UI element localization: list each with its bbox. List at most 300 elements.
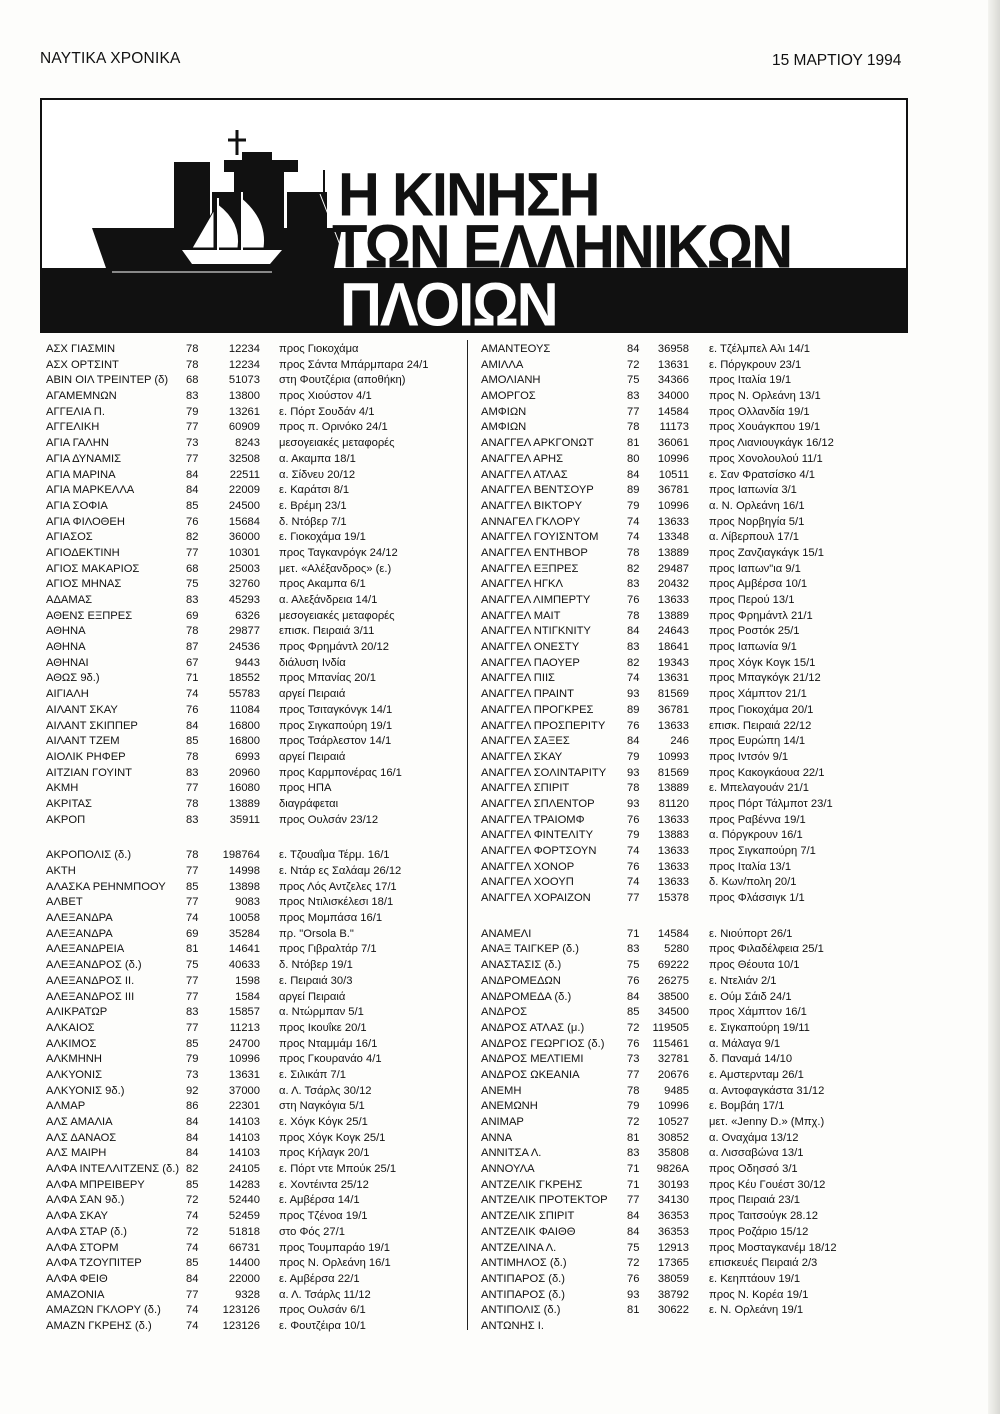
ship-status: προς Ταγκανρόγκ 24/12 <box>279 546 398 559</box>
ship-name: ΑΓΑΜΕΜΝΩΝ <box>46 390 117 403</box>
ship-name: ΑΝΔΡΟΜΕΔΩΝ <box>481 974 561 987</box>
build-year: 84 <box>186 468 199 481</box>
list-item <box>46 1162 466 1178</box>
list-item <box>46 609 466 625</box>
build-year: 78 <box>186 750 199 763</box>
list-item <box>46 483 466 499</box>
build-year: 83 <box>627 390 640 403</box>
ship-status: πρ. "Orsola B." <box>279 927 354 940</box>
build-year: 74 <box>627 515 640 528</box>
ship-name: ΑΚΤΗ <box>46 865 76 877</box>
list-item <box>46 848 466 864</box>
list-item <box>477 828 907 844</box>
tonnage: 40633 <box>228 959 260 972</box>
ship-name: ΑΜΦΙΩΝ <box>481 405 527 418</box>
tonnage: 14584 <box>657 405 689 418</box>
tonnage: 13800 <box>228 390 260 403</box>
title-banner <box>40 98 908 333</box>
build-year: 73 <box>186 1068 199 1081</box>
ship-name: ΑΝΑΓΓΕΛ ΗΓΚΛ <box>481 578 563 591</box>
tonnage: 51073 <box>228 374 260 387</box>
ship-status: προς Αμβέρσα 10/1 <box>709 578 808 591</box>
tonnage: 22009 <box>228 484 260 497</box>
tonnage: 38792 <box>657 1288 689 1301</box>
tonnage: 36000 <box>228 531 260 544</box>
ship-name: ΑΛΦΑ ΦΕΙΘ <box>46 1272 108 1285</box>
list-item <box>46 734 466 750</box>
list-item <box>46 895 466 911</box>
ship-status: προς π. Ορινόκο 24/1 <box>279 421 388 434</box>
list-item <box>477 1084 907 1100</box>
ship-name: ΑΝΙΜΑΡ <box>481 1116 524 1128</box>
ship-status: προς Σάντα Μπάρμπαρα 24/1 <box>279 358 429 371</box>
tonnage: 5280 <box>664 943 689 956</box>
build-year: 84 <box>186 1147 199 1160</box>
list-item <box>46 1209 466 1225</box>
ship-status: επισκ. Πειραιά 22/12 <box>709 719 812 732</box>
ship-status: α. Ντώρμπαν 5/1 <box>279 1006 364 1019</box>
build-year: 75 <box>627 959 640 972</box>
ship-status: προς Γκουρανάο 4/1 <box>279 1053 382 1066</box>
build-year: 77 <box>186 782 199 795</box>
ship-status: προς Τζένοα 19/1 <box>279 1210 368 1223</box>
ship-list-right <box>477 342 907 1335</box>
list-item <box>46 1288 466 1304</box>
ship-name: ΑΘΗΝΑΙ <box>46 656 89 669</box>
ship-status: προς Νορβηγία 5/1 <box>709 515 805 528</box>
ship-name: ΑΝΑΓΓΕΛ ΧΟΟΥΠ <box>481 876 574 889</box>
list-item <box>46 452 466 468</box>
list-item <box>477 389 907 405</box>
list-item <box>46 420 466 436</box>
tonnage: 19343 <box>657 656 689 669</box>
page-edge-shadow <box>988 0 1000 1414</box>
list-item <box>477 844 907 860</box>
build-year: 82 <box>627 656 640 669</box>
tonnage: 16800 <box>228 719 260 732</box>
ship-name: ΑΝΔΡΟΣ ΓΕΩΡΓΙΟΣ (δ.) <box>481 1037 605 1050</box>
build-year: 74 <box>186 1210 199 1223</box>
list-item <box>477 499 907 515</box>
list-item <box>46 703 466 719</box>
build-year: 79 <box>186 1053 199 1066</box>
list-item <box>477 1178 907 1194</box>
list-item <box>477 515 907 531</box>
list-item <box>46 781 466 797</box>
ship-status: α. Λ. Τσάρλς 11/12 <box>279 1288 371 1301</box>
list-item <box>46 1099 466 1115</box>
build-year: 77 <box>186 896 199 909</box>
ship-status: α. Αντοφαγκάστα 31/12 <box>709 1084 825 1097</box>
ship-name: ΑΛΚΥΟΝΙΣ 9δ.) <box>46 1084 125 1097</box>
ship-status: α. Ακαμπα 18/1 <box>279 452 356 465</box>
build-year: 76 <box>627 594 640 606</box>
tonnage: 34000 <box>657 390 689 403</box>
list-item <box>477 703 907 719</box>
list-item <box>477 1068 907 1084</box>
tonnage: 1598 <box>235 974 260 987</box>
ship-status: προς Ιαπων"ια 9/1 <box>709 562 801 575</box>
list-item <box>477 671 907 687</box>
list-item <box>46 1037 466 1053</box>
ship-status: α. Οναχάμα 13/12 <box>709 1131 799 1144</box>
build-year: 78 <box>186 343 199 355</box>
tonnage: 24700 <box>228 1037 260 1050</box>
build-year: 81 <box>627 1304 640 1317</box>
build-year: 84 <box>627 1225 640 1238</box>
build-year: 76 <box>186 515 199 528</box>
ship-status: προς Ιντσόν 9/1 <box>709 750 789 763</box>
ship-name: ΑΝΑΓΓΕΛ ΕΞΠΡΕΣ <box>481 562 579 575</box>
ship-status: προς Φρημάντλ 20/12 <box>279 641 389 654</box>
ship-status: ε. Ντάρ ες Σαλάαμ 26/12 <box>279 865 402 877</box>
ship-name: ΑΝΑΓΓΕΛ ΑΤΛΑΣ <box>481 468 568 481</box>
build-year: 69 <box>186 609 199 622</box>
ship-name: ΑΔΑΜΑΣ <box>46 594 93 606</box>
ship-status: προς Χουάγκπου 19/1 <box>709 421 821 434</box>
tonnage: 14103 <box>228 1147 260 1160</box>
tonnage: 37000 <box>228 1084 260 1097</box>
ship-status: ε. Νιούπορτ 26/1 <box>709 927 793 940</box>
tonnage: 115461 <box>652 1037 689 1050</box>
tonnage: 45293 <box>228 594 260 606</box>
tonnage: 52440 <box>228 1194 260 1207</box>
ship-status: στο Φός 27/1 <box>279 1225 345 1238</box>
build-year: 74 <box>186 1241 199 1254</box>
ship-status: προς Ουλσάν 6/1 <box>279 1304 366 1317</box>
build-year: 68 <box>186 374 199 387</box>
tonnage: 10996 <box>657 1100 689 1113</box>
ship-status: ε. Φουτζέιρα 10/1 <box>279 1319 366 1332</box>
list-item <box>477 990 907 1006</box>
ship-name: ΑΛΦΑ ΣΤΟΡΜ <box>46 1241 119 1254</box>
ship-name: ΑΘΕΝΣ ΕΞΠΡΕΣ <box>46 609 133 622</box>
ship-name: ΑΜΟΛΙΑΝΗ <box>481 374 541 387</box>
list-item <box>46 687 466 703</box>
build-year: 87 <box>186 641 199 654</box>
list-item <box>477 1131 907 1147</box>
ship-status: ε. Μπελαγουάν 21/1 <box>709 782 809 795</box>
list-item <box>477 468 907 484</box>
list-item <box>46 530 466 546</box>
tonnage: 123126 <box>222 1319 260 1332</box>
build-year: 73 <box>627 1053 640 1066</box>
ship-status: προς Φιλαδέλφεια 25/1 <box>709 943 824 956</box>
build-year: 83 <box>186 390 199 403</box>
ship-status: ε. Σιλικάπ 7/1 <box>279 1068 346 1081</box>
ship-name: ΑΓΙΑ ΣΟΦΙΑ <box>46 499 108 512</box>
ship-name: ΑΛΜΑΡ <box>46 1100 86 1113</box>
ship-status: προς Ολλανδία 19/1 <box>709 405 810 418</box>
list-item <box>46 1225 466 1241</box>
list-item <box>477 719 907 735</box>
ship-status: α. Λίβερπουλ 17/1 <box>709 531 800 544</box>
list-item <box>46 927 466 943</box>
list-item <box>46 1146 466 1162</box>
ship-name: ΑΚΡΙΤΑΣ <box>46 797 92 810</box>
ship-name: ΑΝΑΣΤΑΣΙΣ (δ.) <box>481 959 562 972</box>
build-year: 83 <box>186 813 199 826</box>
build-year: 83 <box>186 766 199 779</box>
ship-name: ΑΝΤΙΜΗΛΟΣ (δ.) <box>481 1257 567 1270</box>
tonnage: 32508 <box>228 452 260 465</box>
build-year: 78 <box>186 625 199 638</box>
ship-name: ΑΙΓΙΑΛΗ <box>46 688 89 701</box>
build-year: 78 <box>627 421 640 434</box>
build-year: 77 <box>186 990 199 1003</box>
build-year: 82 <box>186 1163 199 1176</box>
ship-name: ΑΝΤΙΠΑΡΟΣ (δ.) <box>481 1288 565 1301</box>
tonnage: 51818 <box>228 1225 260 1238</box>
tonnage: 34130 <box>657 1194 689 1207</box>
tonnage: 13633 <box>657 594 689 606</box>
list-item <box>477 405 907 421</box>
list-item <box>46 1303 466 1319</box>
ship-status: προς Κήλαγκ 20/1 <box>279 1147 370 1160</box>
ship-status: ε. Ν. Ορλεάνη 19/1 <box>709 1304 804 1317</box>
list-item <box>477 813 907 829</box>
tonnage: 22000 <box>228 1272 260 1285</box>
build-year: 77 <box>627 892 640 905</box>
build-year: 83 <box>627 641 640 654</box>
ship-name: ΑΓΙΑ ΔΥΝΑΜΙΣ <box>46 452 122 465</box>
list-item <box>477 1225 907 1241</box>
ship-name: ΑΝΑΓΓΕΛ ΧΟΡΑΙΖΟΝ <box>481 892 591 905</box>
build-year: 84 <box>627 1210 640 1223</box>
tonnage: 22301 <box>228 1100 260 1113</box>
ship-name: ΑΝΑΓΓΕΛ ΓΟΥΙΣΝΤΟΜ <box>481 531 599 544</box>
ship-status: προς Ικουΐκε 20/1 <box>279 1021 367 1034</box>
build-year: 77 <box>186 452 199 465</box>
build-year: 78 <box>186 849 199 862</box>
tonnage: 12234 <box>228 358 260 371</box>
list-item <box>46 1256 466 1272</box>
build-year: 77 <box>627 405 640 418</box>
list-item <box>477 1052 907 1068</box>
ship-name: ΑΙΤΖΙΑΝ ΓΟΥΙΝΤ <box>46 766 132 779</box>
list-item <box>46 880 466 896</box>
tonnage: 24500 <box>228 499 260 512</box>
list-item <box>477 797 907 813</box>
tonnage: 35911 <box>229 813 260 826</box>
build-year: 76 <box>627 860 640 873</box>
build-year: 83 <box>627 943 640 956</box>
ship-name: ΑΝΑΓΓΕΛ ΣΠΛΕΝΤΟΡ <box>481 797 595 810</box>
build-year: 74 <box>627 845 640 857</box>
tonnage: 14641 <box>228 943 260 956</box>
ship-name: ΑΛΒΕΤ <box>46 896 83 909</box>
ship-name: ΑΝΔΡΟΣ ΑΤΛΑΣ (μ.) <box>481 1021 585 1034</box>
build-year: 71 <box>627 1163 640 1176</box>
tonnage: 14103 <box>228 1116 260 1128</box>
build-year: 84 <box>186 719 199 732</box>
ship-status: αργεί Πειραιά <box>279 750 346 763</box>
list-item <box>477 1193 907 1209</box>
ship-name: ΑΓΙΑ ΓΑΛΗΝ <box>46 437 109 450</box>
tonnage: 36353 <box>657 1210 689 1223</box>
build-year: 75 <box>627 1241 640 1254</box>
ship-status: προς Τουμπαράο 19/1 <box>279 1241 390 1254</box>
tonnage: 81120 <box>658 797 689 810</box>
ship-status: ε. Κεηπτάουν 19/1 <box>709 1272 801 1285</box>
list-item <box>477 1256 907 1272</box>
tonnage: 52459 <box>228 1210 260 1223</box>
ship-status: ε. Αμστερνταμ 26/1 <box>709 1068 804 1081</box>
ship-name: ΑΙΛΑΝΤ ΤΖΕΜ <box>46 735 120 748</box>
list-item <box>46 1193 466 1209</box>
ship-name: ΑΛΕΞΑΝΔΡΟΣ ΙΙΙ <box>46 990 135 1003</box>
tonnage: 9443 <box>235 656 260 669</box>
tonnage: 35808 <box>657 1147 689 1160</box>
ship-name: ΑΝΑΓΓΕΛ ΠΡΟΣΠΕΡΙΤΥ <box>481 719 606 732</box>
tonnage: 9083 <box>235 896 260 909</box>
ship-name: ΑΛΕΞΑΝΔΡΑ <box>46 912 113 925</box>
ship-name: ΑΝΔΡΟΣ ΜΕΛΤΙΕΜΙ <box>481 1053 584 1066</box>
ship-status: προς Μπανίας 20/1 <box>279 672 376 685</box>
ship-status: ε. Καράτσι 8/1 <box>279 484 350 497</box>
ship-name: ΑΛΣ ΔΑΝΑΟΣ <box>46 1131 117 1144</box>
list-item <box>46 1005 466 1021</box>
ship-status: προς Σιγκαπούρη 19/1 <box>279 719 393 732</box>
ship-name: ΑΜΟΡΓΟΣ <box>481 390 536 403</box>
ship-name: ΑΝΝΙΤΣΑ Λ. <box>481 1147 542 1160</box>
list-item <box>477 562 907 578</box>
ship-name: ΑΜΑΖΩΝ ΓΚΛΟΡΥ (δ.) <box>46 1304 161 1317</box>
list-item <box>46 1115 466 1131</box>
tonnage: 198764 <box>222 849 260 862</box>
ship-status: προς Καρμπονέρας 16/1 <box>279 766 402 779</box>
ship-status: δ. Παναμά 14/10 <box>709 1053 793 1066</box>
build-year: 77 <box>186 1288 199 1301</box>
ship-status: προς Ροζάριο 15/12 <box>709 1225 809 1238</box>
ship-status: προς Χόγκ Κογκ 15/1 <box>709 656 816 669</box>
ship-name: ΑΝΤΙΠΟΛΙΣ (δ.) <box>481 1304 561 1317</box>
tonnage: 15684 <box>228 515 260 528</box>
tonnage: 25003 <box>228 562 260 575</box>
list-item <box>477 1115 907 1131</box>
list-item <box>46 671 466 687</box>
list-item <box>46 562 466 578</box>
tonnage: 20676 <box>657 1068 689 1081</box>
list-item <box>46 342 466 358</box>
ship-status: προς Μοσταγκανέμ 18/12 <box>709 1241 837 1254</box>
ship-name: ΑΝΝΑ <box>481 1131 513 1144</box>
list-item <box>46 1084 466 1100</box>
tonnage: 30622 <box>657 1304 689 1317</box>
ship-name: ΑΝΑΓΓΕΛ ΕΝΤΗΒΟΡ <box>481 546 588 559</box>
build-year: 72 <box>186 1194 199 1207</box>
ship-status: ε. Ντελιάν 2/1 <box>709 974 777 987</box>
tonnage: 35284 <box>228 927 260 940</box>
ship-status: ε. Πόργκρουν 23/1 <box>709 358 802 371</box>
list-item <box>477 624 907 640</box>
tonnage: 14400 <box>228 1257 260 1270</box>
build-year: 83 <box>186 594 199 606</box>
list-item <box>46 656 466 672</box>
ship-status: ε. Ούμ Σάιδ 24/1 <box>709 990 792 1003</box>
ship-name: ΑΛΙΚΡΑΤΩΡ <box>46 1006 108 1019</box>
list-item <box>477 420 907 436</box>
ship-status: δ. Ντόβερ 7/1 <box>279 515 347 528</box>
ship-list-left <box>46 342 466 1335</box>
list-item <box>477 958 907 974</box>
tonnage: 38059 <box>657 1272 689 1285</box>
build-year: 76 <box>186 703 199 716</box>
tonnage: 24643 <box>657 625 689 638</box>
ship-status: προς Μομπάσα 16/1 <box>279 912 383 925</box>
list-item <box>46 766 466 782</box>
tonnage: 20432 <box>657 578 689 591</box>
ship-status: προς Γιοκοχάμα 20/1 <box>709 703 814 716</box>
build-year: 84 <box>627 990 640 1003</box>
ship-name: ΑΝΤΖΕΛΙΚ ΠΡΟΤΕΚΤΟΡ <box>481 1194 608 1207</box>
ship-status: α. Αλεξάνδρεια 14/1 <box>279 594 378 606</box>
build-year: 72 <box>627 358 640 371</box>
tonnage: 6326 <box>235 609 260 622</box>
build-year: 79 <box>627 829 640 842</box>
tonnage: 13898 <box>228 880 260 893</box>
ship-name: ΑΜΙΛΛΑ <box>481 358 524 371</box>
tonnage: 13348 <box>657 531 689 544</box>
tonnage: 30193 <box>657 1178 689 1191</box>
build-year: 84 <box>627 468 640 481</box>
ship-status: προς Χιούστον 4/1 <box>279 390 372 403</box>
ship-status: προς Ιαπωνία 9/1 <box>709 641 797 654</box>
tonnage: 10301 <box>228 546 260 559</box>
list-item <box>477 483 907 499</box>
column-divider <box>467 340 468 1330</box>
build-year: 81 <box>627 437 640 450</box>
ship-status: προς Ζανζιαγκάγκ 15/1 <box>709 546 824 559</box>
ship-status: επισκ. Πειραιά 3/11 <box>279 625 375 638</box>
build-year: 83 <box>627 1147 640 1160</box>
ship-status: προς Πόρτ Τάλμποτ 23/1 <box>709 797 833 810</box>
list-item <box>477 1303 907 1319</box>
tonnage: 69222 <box>657 959 689 972</box>
ship-name: ΑΒΙΝ ΟΙΛ ΤΡΕΙΝΤΕΡ (δ) <box>46 374 169 387</box>
build-year: 84 <box>186 1272 199 1285</box>
list-item <box>46 813 466 829</box>
ship-status: στη Ναγκόγια 5/1 <box>279 1100 365 1113</box>
build-year: 79 <box>627 750 640 763</box>
ship-status: μεσογειακές μεταφορές <box>279 609 395 622</box>
tonnage: 81569 <box>657 688 689 701</box>
banner-title-line1: Η ΚΙΝΗΣΗ <box>338 161 599 230</box>
list-item <box>477 1099 907 1115</box>
ship-status: α. Πόργκρουν 16/1 <box>709 829 803 842</box>
ship-name: ΑΝΑΓΓΕΛ ΟΝΕΣΤΥ <box>481 641 580 654</box>
list-item <box>477 656 907 672</box>
tonnage: 15378 <box>657 892 689 905</box>
ship-name: ΑΝΑΓΓΕΛ ΤΡΑΙΟΜΦ <box>481 813 585 826</box>
build-year: 85 <box>186 1037 199 1050</box>
build-year: 78 <box>627 609 640 622</box>
build-year: 78 <box>186 358 199 371</box>
ship-name: ΑΝΕΜΩΝΗ <box>481 1100 538 1113</box>
list-item <box>46 1241 466 1257</box>
tonnage: 13889 <box>657 782 689 795</box>
ship-status: ε. Σαν Φρατσίσκο 4/1 <box>709 468 815 481</box>
ship-name: ΑΝΑΓΓΕΛ ΣΠΙΡΙΤ <box>481 782 570 795</box>
ship-status: αργεί Πειραιά <box>279 688 346 701</box>
list-item <box>477 577 907 593</box>
build-year: 85 <box>186 735 199 748</box>
ship-name: ΑΓΙΑ ΦΙΛΟΘΕΗ <box>46 515 125 528</box>
ship-status: στη Φουτζέρια (αποθήκη) <box>279 374 406 387</box>
tonnage: 24105 <box>228 1163 260 1176</box>
build-year: 75 <box>186 578 199 591</box>
build-year: 76 <box>627 974 640 987</box>
